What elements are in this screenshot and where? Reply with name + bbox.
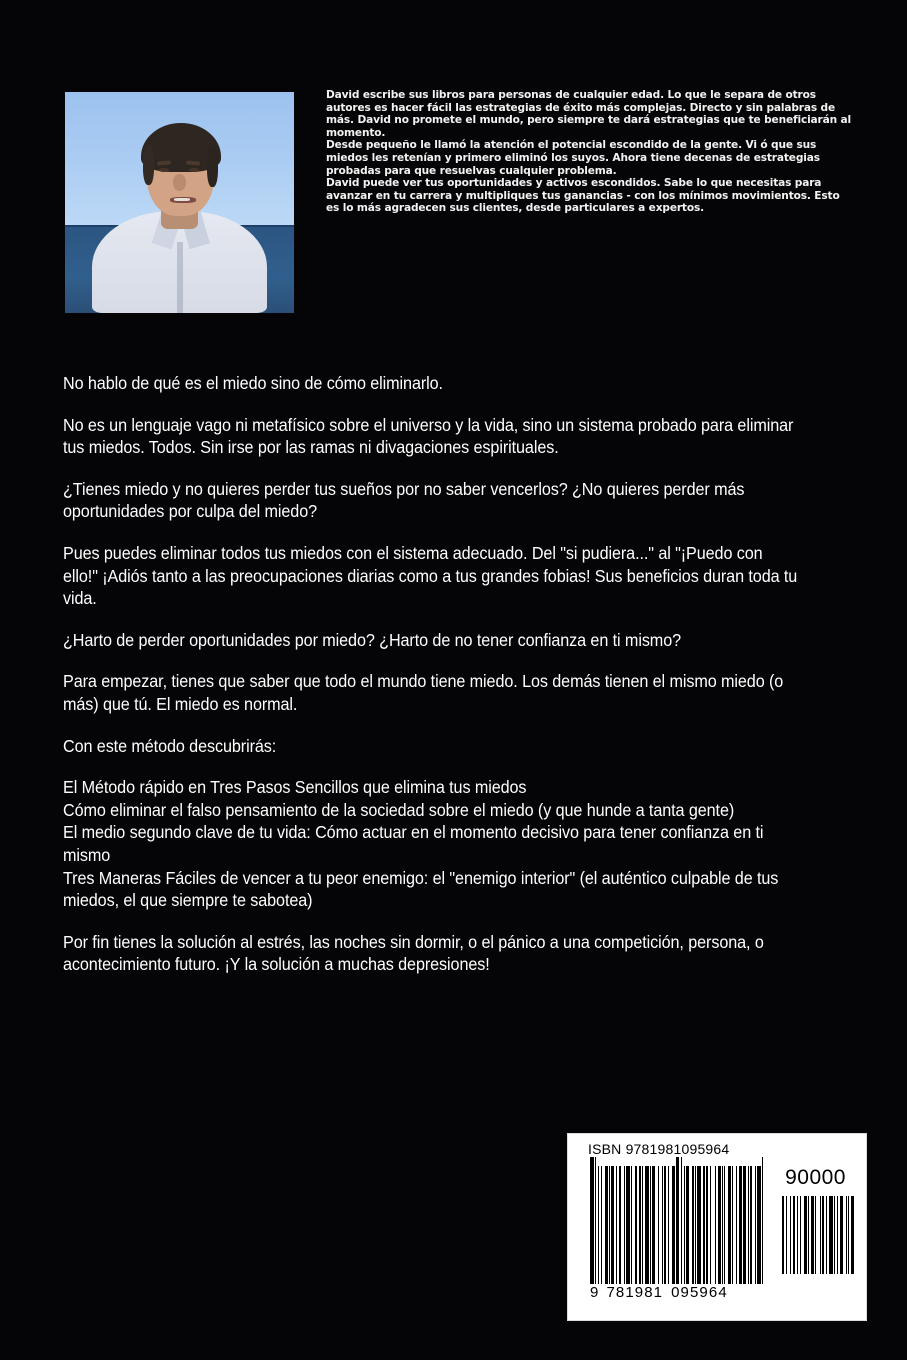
author-photo bbox=[65, 92, 294, 313]
author-bio-paragraph: David escribe sus libros para personas de cualquier edad. Lo que le separa de otros autores es hacer fácil las estrategias de éxito más complejas. Directo y sin palabras de más. David no promete el mundo, pero siempre te dará estrategias que te beneficiarán al momento. bbox=[326, 89, 852, 139]
description-paragraph-1: No hablo de qué es el miedo sino de cómo eliminarlo. bbox=[63, 373, 443, 393]
photo-hair-right bbox=[207, 145, 218, 187]
benefit-item: Tres Maneras Fáciles de vencer a tu peor enemigo: el "enemigo interior" (el auténtico culpable de tus miedos, el que siempre te sabotea) bbox=[63, 867, 779, 911]
ean13-digits bbox=[590, 1284, 772, 1301]
photo-shirt-placket bbox=[177, 242, 183, 313]
photo-hair-left bbox=[143, 145, 154, 185]
benefit-item: El medio segundo clave de tu vida: Cómo actuar en el momento decisivo para tener confianza en ti mismo bbox=[63, 822, 764, 865]
description-paragraph-3: ¿Tienes miedo y no quieres perder tus sueños por no saber vencerlos? ¿No quieres perder más oportunidades por culpa del miedo? bbox=[63, 478, 745, 522]
description-paragraph-2: No es un lenguaje vago ni metafísico sobre el universo y la vida, sino un sistema probado para eliminar tus miedos. Todos. Sin irse por las ramas ni divagaciones espirituales. bbox=[63, 414, 794, 458]
photo-teeth bbox=[174, 198, 190, 201]
isbn-label: ISBN 9781981095964 bbox=[588, 1141, 730, 1157]
photo-eyebrow-right bbox=[186, 160, 200, 165]
photo-eyebrow-left bbox=[156, 160, 170, 165]
ean13-barcode bbox=[590, 1166, 765, 1284]
ean-left-group: 781981 bbox=[606, 1284, 664, 1301]
ean-right-group: 095964 bbox=[671, 1284, 728, 1301]
description-benefits-list bbox=[63, 776, 798, 912]
book-description bbox=[63, 372, 798, 976]
barcode-block bbox=[568, 1134, 866, 1320]
author-bio bbox=[326, 89, 854, 215]
price-code-label: 90000 bbox=[785, 1166, 846, 1189]
author-bio-paragraph: Desde pequeño le llamó la atención el potencial escondido de la gente. Vi ó que sus miedos les retenían y primero eliminó los suyos. Ahora tiene decenas de estrategias probadas para que resuelvas cualquier problema. bbox=[326, 139, 820, 177]
description-paragraph-5: ¿Harto de perder oportunidades por miedo? ¿Harto de no tener confianza en ti mismo? bbox=[63, 629, 681, 650]
description-benefits-intro: Con este método descubrirás: bbox=[63, 735, 277, 756]
benefit-item: Cómo eliminar el falso pensamiento de la sociedad sobre el miedo (y que hunde a tanta gente) bbox=[63, 799, 735, 820]
author-bio-paragraph: David puede ver tus oportunidades y activos escondidos. Sabe lo que necesitas para avanzar en tu carrera y multipliques tus ganancias - con los mínimos movimientos. Esto es lo más agradecen sus clientes, desde particulares a expertos. bbox=[326, 177, 840, 215]
description-paragraph-8: Por fin tienes la solución al estrés, las noches sin dormir, o el pánico a una competición, persona, o acontecimiento futuro. ¡Y la solución a muchas depresiones! bbox=[63, 931, 764, 975]
description-paragraph-6: Para empezar, tienes que saber que todo el mundo tiene miedo. Los demás tienen el mismo miedo (o más) que tú. El miedo es normal. bbox=[63, 671, 784, 714]
benefit-item: El Método rápido en Tres Pasos Sencillos que elimina tus miedos bbox=[63, 777, 527, 798]
ean-lead-digit: 9 bbox=[590, 1284, 600, 1301]
ean5-addon-barcode bbox=[782, 1196, 855, 1274]
description-paragraph-4: Pues puedes eliminar todos tus miedos con el sistema adecuado. Del "si pudiera..." al "¡Puedo con ello!" ¡Adiós tanto a las preocupaciones diarias como a tus grandes fobias! Sus beneficios duran toda tu vida. bbox=[63, 542, 798, 609]
